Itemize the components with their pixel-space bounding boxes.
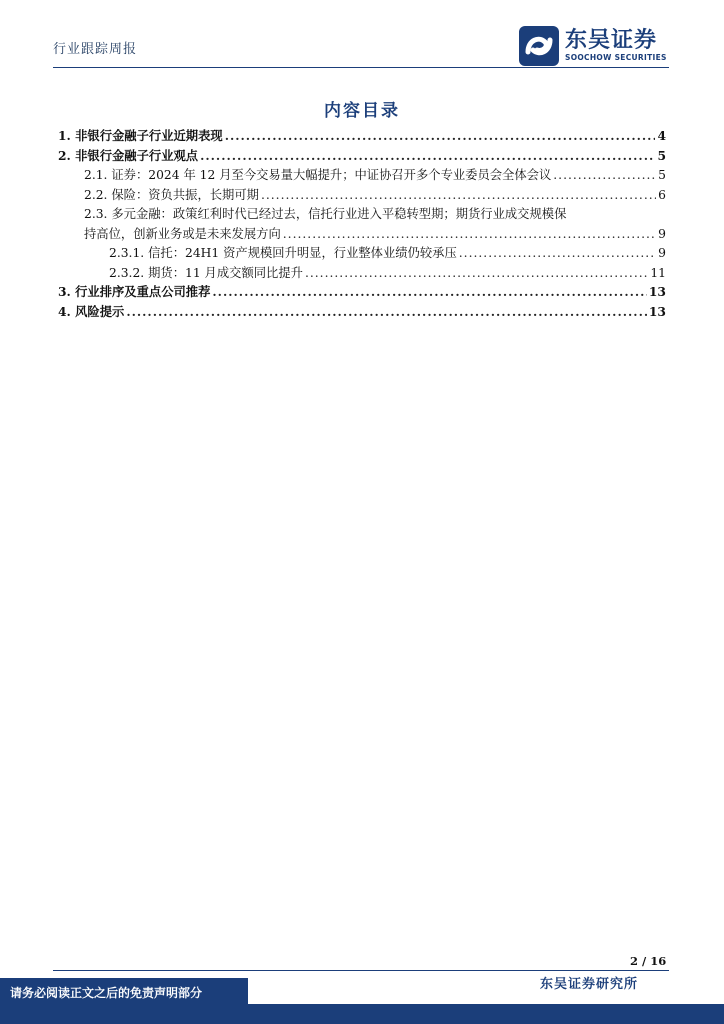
soochow-logo-icon xyxy=(519,26,559,66)
toc-entry-label: 2.2. 保险：资负共振，长期可期 xyxy=(84,187,259,202)
toc-entry-page: 13 xyxy=(648,284,666,299)
bottom-brand-bar xyxy=(0,1004,724,1024)
toc-entry-label: 4. 风险提示 xyxy=(58,303,125,319)
toc-entry-2-3[interactable] xyxy=(58,204,666,224)
toc-entry-label: 2. 非银行金融子行业观点 xyxy=(58,147,199,163)
logo-chinese-name: 东吴证券 xyxy=(565,28,658,53)
toc-leader-dots xyxy=(459,246,656,260)
toc-entry-label: 2.3.1. 信托：24H1 资产规模回升明显，行业整体业绩仍较承压 xyxy=(109,246,457,260)
toc-entry-page: 5 xyxy=(657,147,666,163)
report-type-label: 行业跟踪周报 xyxy=(53,42,138,57)
page-number: 2 / 16 xyxy=(630,954,667,968)
logo-english-name: SOOCHOW SECURITIES xyxy=(565,53,667,62)
toc-leader-dots xyxy=(261,188,656,202)
toc-leader-dots xyxy=(212,284,646,299)
toc-entry-2-3-2[interactable] xyxy=(58,263,666,283)
table-of-contents xyxy=(58,126,666,321)
toc-entry-label: 2.3.2. 期货：11 月成交额同比提升 xyxy=(109,265,303,280)
toc-entry-label: 3. 行业排序及重点公司推荐 xyxy=(58,284,211,299)
disclaimer-banner xyxy=(0,978,248,1004)
toc-entry-2-1[interactable] xyxy=(58,165,666,185)
toc-entry-2-3-continued[interactable] xyxy=(58,224,666,244)
company-logo xyxy=(519,26,667,66)
toc-entry-2[interactable] xyxy=(58,146,666,166)
toc-leader-dots xyxy=(553,168,656,182)
toc-leader-dots xyxy=(126,304,647,319)
toc-entry-3[interactable] xyxy=(58,282,666,302)
toc-entry-page: 6 xyxy=(658,187,666,202)
toc-entry-2-3-1[interactable] xyxy=(58,243,666,263)
toc-leader-dots xyxy=(283,227,656,241)
toc-entry-page: 9 xyxy=(658,226,666,241)
footer-divider xyxy=(53,970,669,971)
disclaimer-text: 请务必阅读正文之后的免责声明部分 xyxy=(10,986,203,1000)
toc-entry-page: 9 xyxy=(658,246,666,260)
toc-entry-label: 1. 非银行金融子行业近期表现 xyxy=(58,128,223,143)
toc-entry-4[interactable] xyxy=(58,302,666,322)
toc-title: 内容目录 xyxy=(324,101,400,121)
toc-leader-dots xyxy=(200,148,655,163)
toc-entry-label: 2.1. 证券：2024 年 12 月至今交易量大幅提升；中证协召开多个专业委员会全体会议 xyxy=(84,168,552,182)
toc-leader-dots xyxy=(305,266,648,280)
toc-entry-page: 4 xyxy=(657,128,666,143)
toc-entry-page: 5 xyxy=(658,168,666,182)
header-divider xyxy=(53,67,669,68)
toc-entry-page: 11 xyxy=(650,265,666,280)
institute-name: 东吴证券研究所 xyxy=(540,977,639,992)
toc-entry-1[interactable] xyxy=(58,126,666,146)
toc-entry-page: 13 xyxy=(648,303,666,319)
toc-entry-label-continued: 持高位，创新业务或是未来发展方向 xyxy=(84,226,281,241)
toc-entry-2-2[interactable] xyxy=(58,185,666,205)
toc-leader-dots xyxy=(225,128,656,143)
toc-entry-label: 2.3. 多元金融：政策红利时代已经过去，信托行业进入平稳转型期；期货行业成交规模保 xyxy=(84,207,567,221)
